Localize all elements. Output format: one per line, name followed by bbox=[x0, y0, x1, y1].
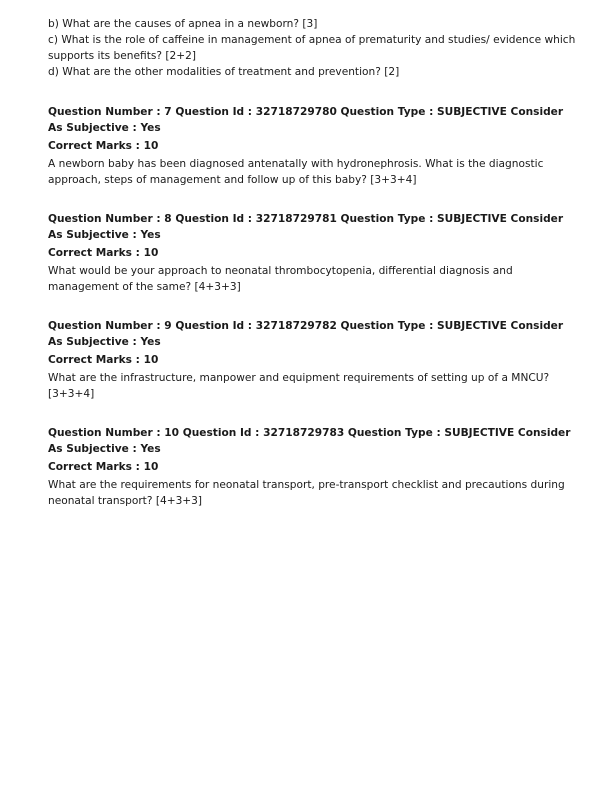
question-marks: Correct Marks : 10 bbox=[48, 140, 159, 152]
subpart-d: d) What are the other modalities of treatment and prevention? [2] bbox=[48, 66, 400, 78]
question-marks: Correct Marks : 10 bbox=[48, 354, 159, 366]
question-9 bbox=[48, 318, 578, 402]
question-text: A newborn baby has been diagnosed antenatally with hydronephrosis. What is the diagnostic approach, steps of management and follow up of this baby? [3+3+4] bbox=[48, 158, 544, 186]
document-page bbox=[48, 16, 578, 532]
question-8 bbox=[48, 211, 578, 295]
question-header: Question Number : 9 Question Id : 32718729782 Question Type : SUBJECTIVE Consider As Subjective : Yes bbox=[48, 320, 564, 348]
subpart-c: c) What is the role of caffeine in management of apnea of prematurity and studies/ evidence which supports its benefits? [2+2] bbox=[48, 34, 576, 62]
question-header: Question Number : 10 Question Id : 32718729783 Question Type : SUBJECTIVE Consider As Subjective : Yes bbox=[48, 427, 571, 455]
question-header: Question Number : 8 Question Id : 32718729781 Question Type : SUBJECTIVE Consider As Subjective : Yes bbox=[48, 213, 564, 241]
question-10 bbox=[48, 425, 578, 509]
question-marks: Correct Marks : 10 bbox=[48, 247, 159, 259]
subpart-b: b) What are the causes of apnea in a newborn? [3] bbox=[48, 18, 318, 30]
question-header: Question Number : 7 Question Id : 32718729780 Question Type : SUBJECTIVE Consider As Subjective : Yes bbox=[48, 106, 564, 134]
question-text: What are the infrastructure, manpower and equipment requirements of setting up of a MNCU? [3+3+4] bbox=[48, 372, 550, 400]
question-text: What would be your approach to neonatal thrombocytopenia, differential diagnosis and management of the same? [4+3+3] bbox=[48, 265, 513, 293]
question-text: What are the requirements for neonatal transport, pre-transport checklist and precautions during neonatal transport? [4+3+3] bbox=[48, 479, 565, 507]
question-7 bbox=[48, 104, 578, 188]
question-marks: Correct Marks : 10 bbox=[48, 461, 159, 473]
previous-question-subparts bbox=[48, 16, 578, 80]
